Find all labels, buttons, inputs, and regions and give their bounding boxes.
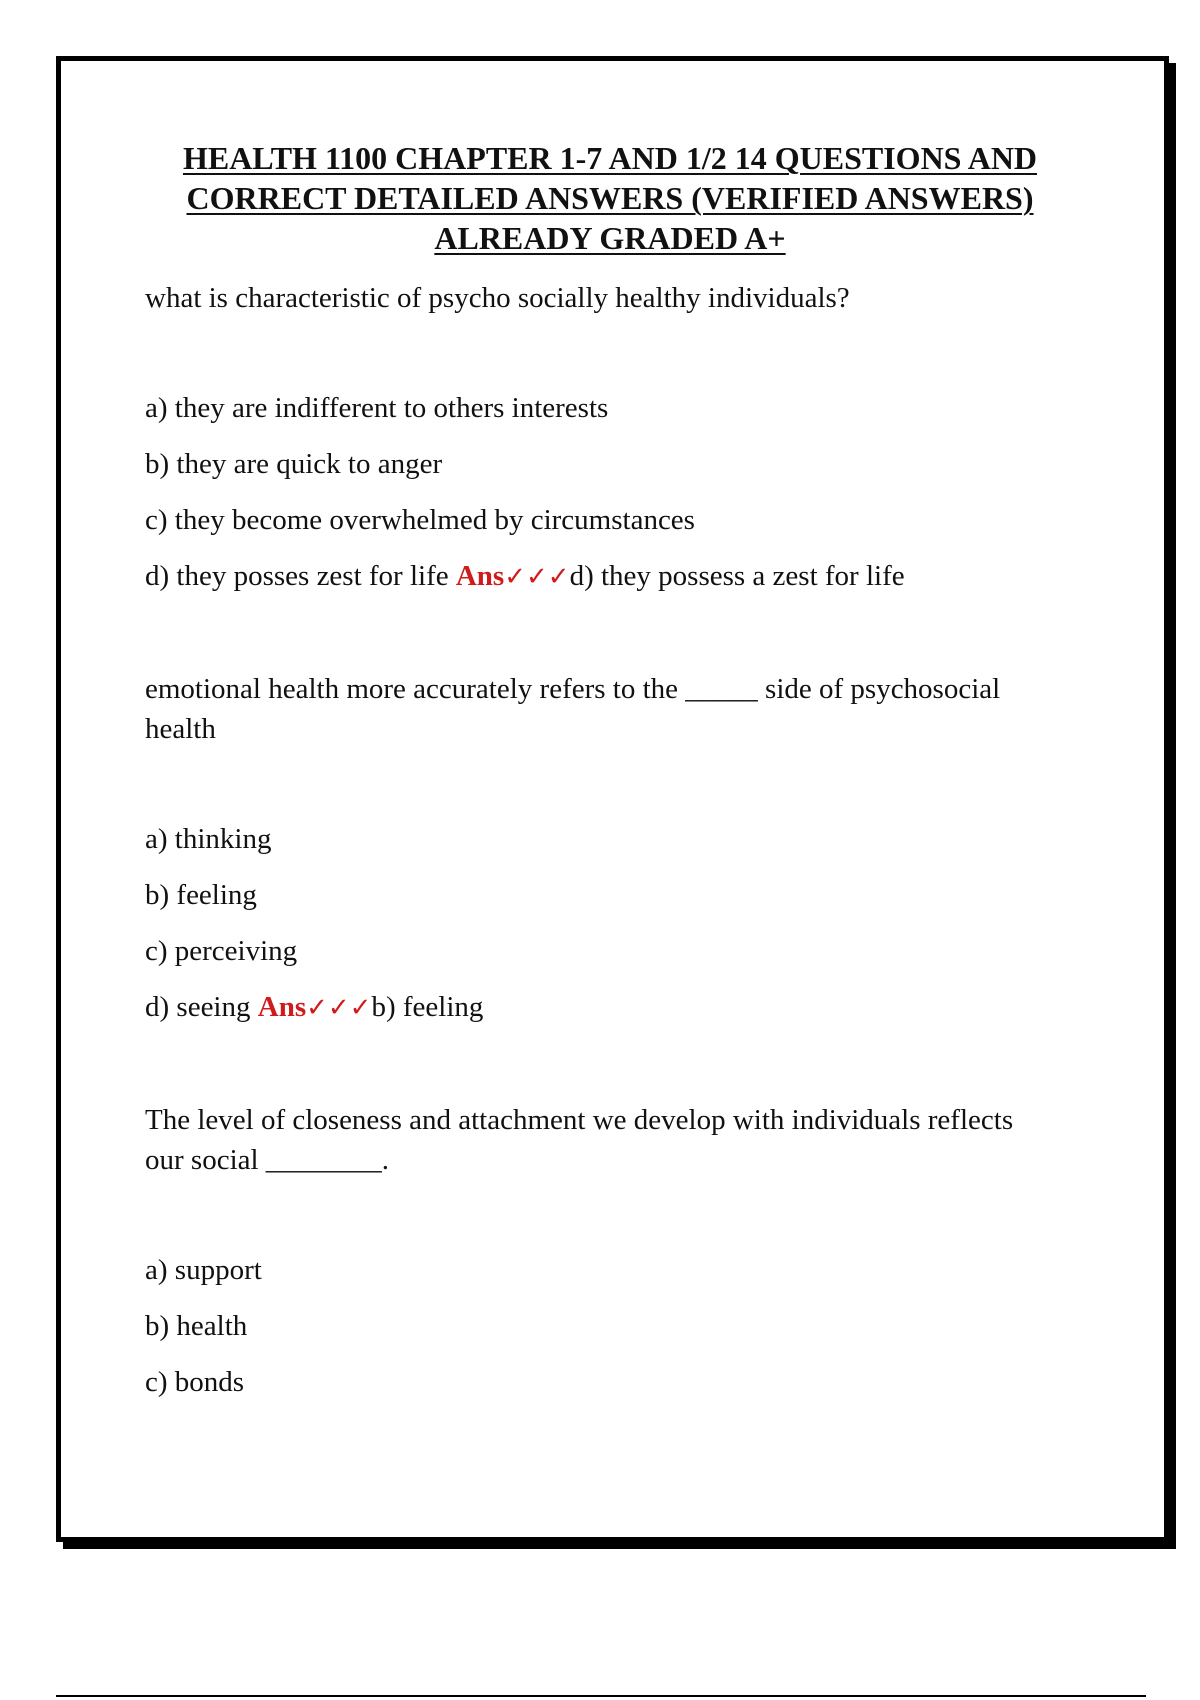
correct-answer: d) they possess a zest for life bbox=[569, 560, 905, 592]
option-item: a) support bbox=[145, 1254, 262, 1286]
question-3-options bbox=[145, 1250, 1045, 1402]
option-item: a) they are indifferent to others interests bbox=[145, 392, 609, 424]
question-1-options bbox=[145, 388, 1045, 597]
title-line-1: HEALTH 1100 CHAPTER 1-7 AND 1/2 14 QUESTIONS AND bbox=[182, 140, 1038, 176]
correct-answer: b) feeling bbox=[371, 991, 484, 1023]
question-block-2 bbox=[145, 669, 1045, 1028]
answer-label: Ans bbox=[257, 991, 307, 1023]
title-line-3: ALREADY GRADED A+ bbox=[434, 220, 786, 256]
footer-divider bbox=[56, 1695, 1146, 1697]
option-item: a) thinking bbox=[145, 823, 272, 855]
check-mark-icon: ✓✓✓ bbox=[504, 562, 570, 592]
check-mark-icon: ✓✓✓ bbox=[306, 993, 372, 1023]
option-item: b) health bbox=[145, 1310, 248, 1342]
title-line-2: CORRECT DETAILED ANSWERS (VERIFIED ANSWERS) bbox=[186, 180, 1034, 216]
option-item-with-answer bbox=[145, 556, 1045, 597]
question-3-text: The level of closeness and attachment we develop with individuals reflects our social ________. bbox=[145, 1104, 1014, 1176]
answer-label: Ans bbox=[455, 560, 505, 592]
option-item: c) they become overwhelmed by circumstances bbox=[145, 504, 695, 536]
question-2-text: emotional health more accurately refers to the _____ side of psychosocial health bbox=[145, 673, 1001, 745]
option-item-with-answer bbox=[145, 987, 1045, 1028]
option-text: d) they posses zest for life bbox=[145, 560, 456, 592]
question-list bbox=[145, 278, 1045, 1474]
document-title bbox=[150, 138, 1070, 258]
option-item: b) they are quick to anger bbox=[145, 448, 443, 480]
question-block-3 bbox=[145, 1100, 1045, 1402]
option-item: c) perceiving bbox=[145, 935, 298, 967]
option-item: c) bonds bbox=[145, 1366, 245, 1398]
option-text: d) seeing bbox=[145, 991, 258, 1023]
option-item: b) feeling bbox=[145, 879, 257, 911]
question-1-text: what is characteristic of psycho socially healthy individuals? bbox=[145, 282, 850, 314]
question-2-options bbox=[145, 819, 1045, 1028]
question-block-1 bbox=[145, 278, 1045, 597]
